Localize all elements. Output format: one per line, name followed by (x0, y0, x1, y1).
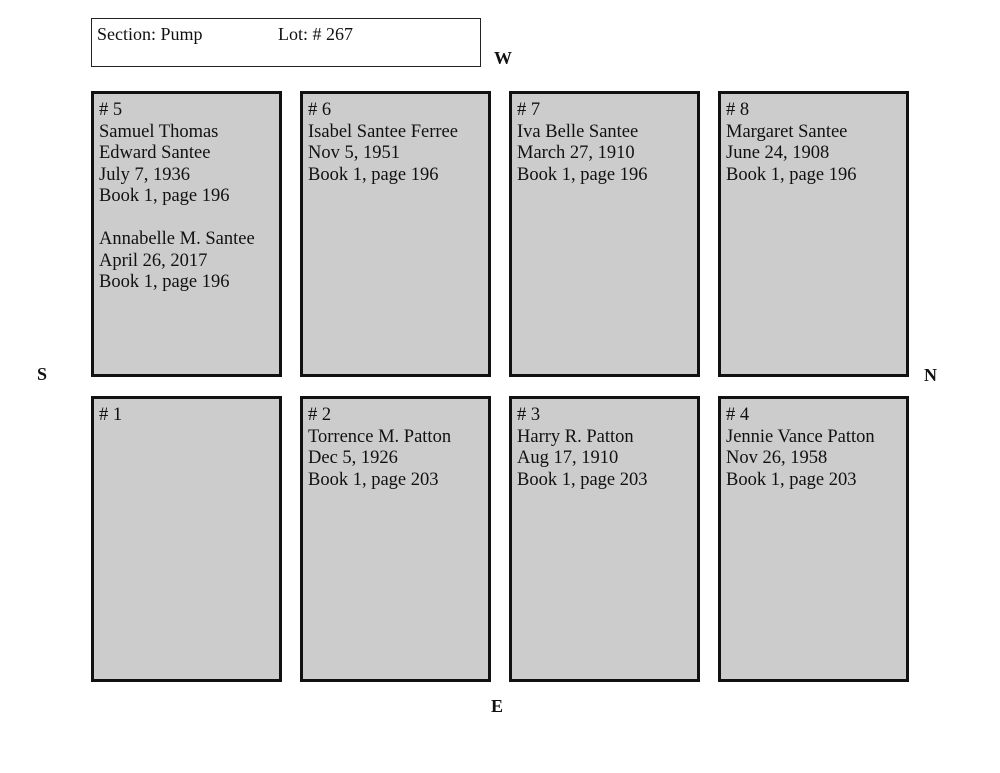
grave-plot-7 (509, 91, 700, 377)
burial-date: April 26, 2017 (99, 250, 208, 271)
record-reference: Book 1, page 196 (99, 272, 230, 292)
burial-date: Dec 5, 1926 (308, 448, 398, 468)
plot-number: # 7 (517, 100, 541, 120)
compass-west: W (494, 48, 512, 68)
plot-number: # 2 (308, 405, 332, 425)
lot-number-label: Lot: # 267 (278, 24, 353, 44)
compass-south: S (37, 364, 48, 384)
record-reference: Book 1, page 203 (308, 469, 439, 490)
grave-plot-8 (718, 91, 909, 377)
section-label: Section: Pump (97, 24, 203, 44)
plot-number: # 5 (99, 100, 123, 120)
lot-header-box (91, 18, 481, 67)
spacer (99, 208, 279, 230)
burial-name: Harry R. Patton (517, 426, 634, 447)
record-reference: Book 1, page 196 (726, 164, 857, 185)
burial-date: Nov 26, 1958 (726, 448, 828, 468)
record-reference: Book 1, page 196 (99, 186, 230, 206)
record-reference: Book 1, page 203 (726, 469, 857, 490)
grave-plot-5 (91, 91, 282, 377)
plot-number: # 3 (517, 405, 541, 425)
grave-plot-2 (300, 396, 491, 682)
burial-date: July 7, 1936 (99, 164, 190, 185)
burial-name: Edward Santee (99, 143, 211, 163)
grave-plot-4 (718, 396, 909, 682)
compass-north: N (924, 365, 937, 385)
record-reference: Book 1, page 203 (517, 469, 648, 490)
burial-name: Margaret Santee (726, 121, 848, 142)
plot-number: # 6 (308, 100, 332, 120)
plot-number: # 4 (726, 405, 750, 425)
grave-plot-6 (300, 91, 491, 377)
burial-name: Jennie Vance Patton (726, 426, 875, 447)
burial-name: Isabel Santee Ferree (308, 121, 458, 142)
burial-date: Aug 17, 1910 (517, 448, 619, 468)
burial-date: June 24, 1908 (726, 143, 830, 163)
record-reference: Book 1, page 196 (517, 164, 648, 185)
burial-name: Annabelle M. Santee (99, 229, 255, 249)
plot-number: # 8 (726, 100, 750, 120)
burial-date: March 27, 1910 (517, 143, 635, 163)
burial-name: Iva Belle Santee (517, 121, 639, 142)
grave-plot-3 (509, 396, 700, 682)
burial-date: Nov 5, 1951 (308, 143, 400, 163)
burial-name: Samuel Thomas (99, 121, 219, 142)
compass-east: E (491, 696, 504, 716)
plot-number: # 1 (99, 405, 123, 425)
grave-plot-1 (91, 396, 282, 682)
record-reference: Book 1, page 196 (308, 164, 439, 185)
burial-name: Torrence M. Patton (308, 426, 452, 447)
